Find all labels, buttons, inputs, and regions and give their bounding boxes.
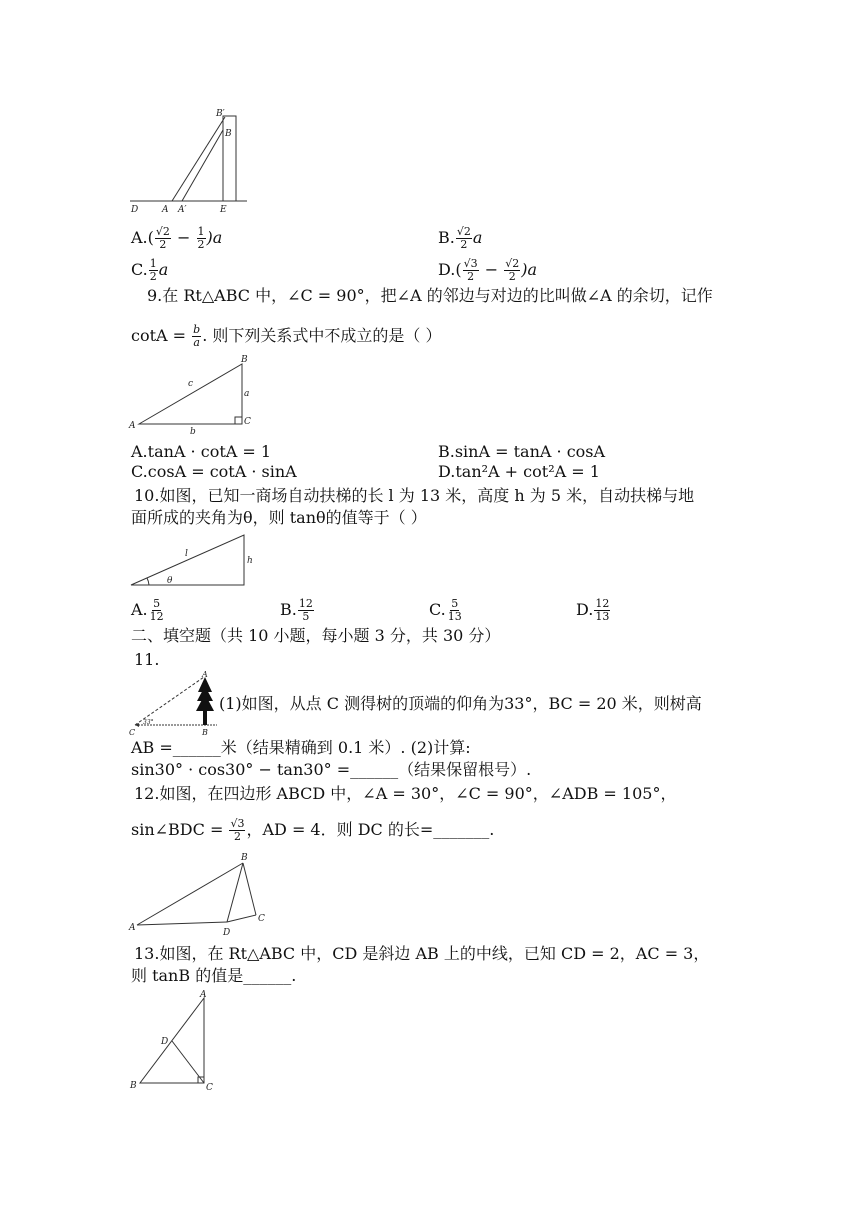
q9-stem-line1: 9.在 Rt△ABC 中，∠C = 90°，把∠A 的邻边与对边的比叫做∠A 的余切，记作 [147,286,713,305]
q11-figure [125,668,221,740]
q10-option-c [429,598,464,623]
q8-option-c [131,258,168,283]
frac-den: 2 [149,270,157,283]
label-b-prime: B′ [216,109,225,119]
q13-stem-line1: 13.如图，在 Rt△ABC 中，CD 是斜边 AB 上的中线，已知 CD = 2，AC = 3， [134,944,710,963]
opt-prefix: A. [131,600,148,619]
opt-prefix: D.( [438,260,462,279]
label-a: A [202,670,208,679]
q10-option-b [280,598,315,623]
frac-den: 2 [233,830,241,843]
opt-prefix: A. [131,228,148,247]
minus: − [177,228,191,247]
text: ，AD = 4．则 DC 的长=_______. [246,820,495,839]
opt-suffix: )a [206,228,223,247]
frac-num: 12 [595,597,610,610]
opt-suffix: )a [521,260,537,279]
opt-suffix: a [158,260,169,279]
label-d: D [223,928,231,938]
frac-den: a [193,336,200,349]
frac-den: 13 [595,610,610,623]
label-c: C [244,417,251,427]
q9-option-c: C.cosA = cotA · sinA [131,462,297,481]
label-side-a: a [244,389,250,399]
q9-figure [125,350,260,438]
q11-text-line2: AB =______米（结果精确到 0.1 米）. (2)计算: [131,738,471,757]
opt-prefix: D. [576,600,594,619]
q10-option-d [576,598,611,623]
q9-option-b: B.sinA = tanA · cosA [438,442,606,461]
frac-num: 5 [451,597,459,610]
q10-option-a [131,598,166,623]
fraction [504,258,520,283]
q13-stem-line2: 则 tanB 的值是______. [131,966,297,985]
q11-text-line3: sin30° · cos30° − tan30° =______（结果保留根号）. [131,760,532,779]
fraction [456,226,472,251]
q12-stem-line2 [131,818,494,843]
frac-num: b [193,323,201,336]
label-e: E [220,205,227,215]
opt-prefix: B. [438,228,455,247]
text: cotA = [131,326,187,345]
text: sin∠BDC = [131,820,224,839]
frac-num: 1 [197,225,205,238]
q9-stem-line2 [131,324,441,349]
label-side-b: b [190,427,196,437]
frac-num: 5 [153,597,161,610]
label-c: C [129,728,136,737]
label-c: C [206,1083,213,1093]
fraction [463,258,479,283]
fraction [197,226,206,251]
label-l: l [185,549,188,559]
q11-number: 11. [134,650,160,669]
label-a: A [129,421,136,431]
opt-suffix: a [472,228,483,247]
q12-figure [125,848,275,940]
minus: − [484,260,499,279]
q10-stem-line2: 面所成的夹角为θ，则 tanθ的值等于（ ） [131,508,427,527]
frac-num: 12 [298,597,313,610]
frac-num: √2 [456,225,471,238]
q10-figure [125,528,265,592]
fraction [229,818,245,843]
q11-text-line1: (1)如图，从点 C 测得树的顶端的仰角为33°，BC = 20 米，则树高 [219,694,702,713]
fraction [447,598,463,623]
label-a: A [200,990,207,1000]
text: . 则下列关系式中不成立的是（ ） [202,326,442,345]
label-h: h [247,556,253,566]
frac-den: 13 [447,610,462,623]
frac-num: √2 [505,257,520,270]
label-d: D [161,1037,169,1047]
q8-figure [125,104,255,216]
label-b: B [202,728,208,737]
fraction [155,226,171,251]
frac-den: 2 [159,238,167,251]
frac-den: 2 [467,270,475,283]
frac-den: 2 [460,238,468,251]
label-b: B [130,1081,137,1091]
q8-option-b [438,226,482,251]
frac-num: √3 [463,257,478,270]
fraction [192,324,201,349]
q9-option-a: A.tanA · cotA = 1 [131,442,272,461]
opt-prefix: C. [429,600,446,619]
frac-num: 1 [149,257,157,270]
q10-stem-line1: 10.如图，已知一商场自动扶梯的长 l 为 13 米，高度 h 为 5 米，自动扶梯与地 [134,486,695,505]
q13-figure [125,986,225,1096]
label-theta: θ [167,576,173,586]
q8-option-a: A.( $\frac{√2}{2}$ − $\frac{1}{2}$ )a [131,225,223,251]
fraction [149,598,165,623]
label-b: B [241,355,248,365]
fraction [298,598,314,623]
fraction [149,258,158,283]
frac-den: 12 [149,610,164,623]
opt-prefix: C. [131,260,148,279]
label-a: A [162,205,169,215]
fraction [594,598,610,623]
section-title: 二、填空题（共 10 小题，每小题 3 分，共 30 分） [131,626,501,645]
label-a: A [129,923,136,933]
label-side-c: c [188,379,194,389]
frac-num: √3 [230,817,245,830]
label-angle: 33° [143,719,154,726]
q12-stem-line1: 12.如图，在四边形 ABCD 中，∠A = 30°，∠C = 90°，∠ADB = 105°， [134,784,677,803]
frac-den: 2 [197,238,205,251]
frac-den: 2 [508,270,516,283]
label-d: D [131,205,139,215]
frac-num: √2 [155,225,170,238]
q8-option-d [438,258,537,283]
label-b: B [241,853,248,863]
opt-prefix: B. [280,600,297,619]
frac-den: 5 [302,610,310,623]
label-c: C [258,914,265,924]
label-a-prime: A′ [178,205,187,215]
q9-option-d: D.tan²A + cot²A = 1 [438,462,600,481]
label-b: B [225,129,232,139]
